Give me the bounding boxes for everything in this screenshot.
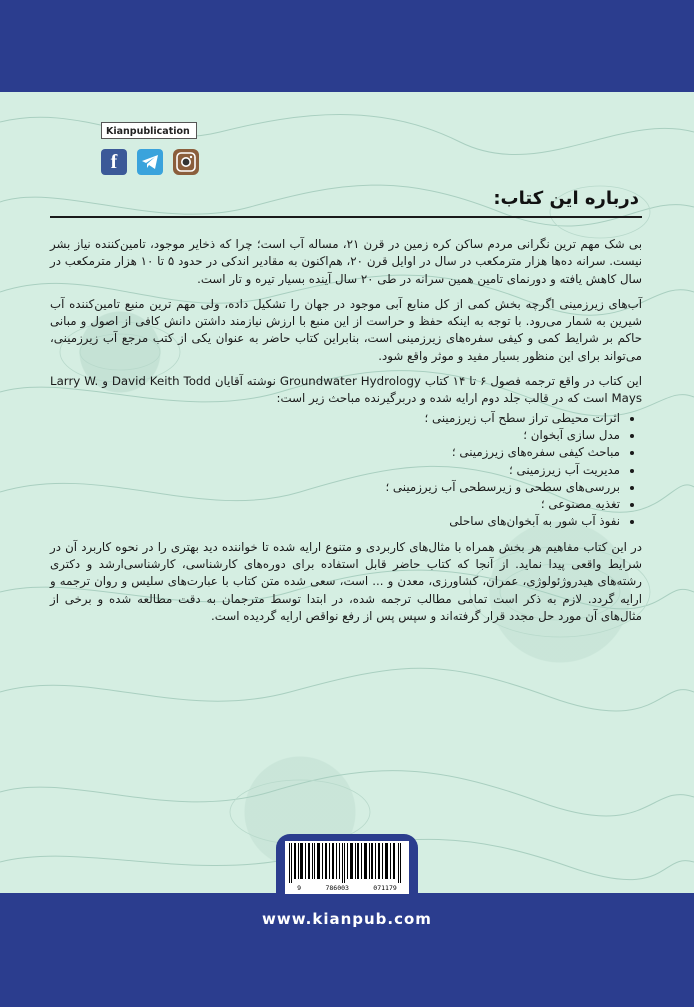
barcode-frame <box>276 834 418 894</box>
heading-divider <box>50 216 642 218</box>
section-heading: درباره این کتاب: <box>493 188 639 209</box>
topic-list <box>50 410 642 531</box>
facebook-icon[interactable]: f <box>101 149 127 175</box>
social-icons <box>101 149 199 175</box>
paragraph: بی شک مهم ترین نگرانی مردم ساکن کره زمین در قرن ۲۱، مساله آب است؛ چرا که ذخایر موجود، تامین‌کننده نیاز بشر نیست. سرانه ده‌ها هزار مترمکعب در سال در اوایل قرن ۲۰، هم‌اکنون به مقادیر اندکی در حدود ۵ تا ۱۰ هزار مترمکعب در سال کاهش یافته و دورنمای تامین همین سرانه در طی ۲۰ سال آینده بسیار تیره و تار است. <box>50 237 642 286</box>
barcode-digit-group: 9 <box>297 884 302 892</box>
telegram-icon[interactable] <box>137 149 163 175</box>
paragraph: این کتاب در واقع ترجمه فصول ۶ تا ۱۴ کتاب Groundwater Hydrology نوشته آقایان David Keith Todd و Larry W. Mays است که در قالب جلد دوم ارایه شده و دربرگیرنده مباحث زیر است: <box>50 374 642 406</box>
barcode-digits <box>285 884 409 892</box>
list-item: • مباحث کیفی سفره‌های زیرزمینی ؛ <box>50 444 620 461</box>
list-item: • اثرات محیطی تراز سطح آب زیرزمینی ؛ <box>50 410 620 427</box>
instagram-icon[interactable] <box>173 149 199 175</box>
barcode-digit-group: 786003 <box>325 884 349 892</box>
list-item: • نفوذ آب شور به آبخوان‌های ساحلی <box>50 513 620 530</box>
barcode-digit-group: 071179 <box>373 884 397 892</box>
barcode <box>285 841 409 894</box>
paragraph: آب‌های زیرزمینی اگرچه بخش کمی از کل منابع آبی موجود در جهان را تشکیل داده، ولی مهم ترین منبع تامین‌کننده آب شیرین به شمار می‌رود. با توجه به اینکه حفظ و حراست از این منبع با ارزش نیازمند داشتن دانش کافی از اصول و مبانی حاکم بر شرایط کمی و کیفی سفره‌های زیرزمینی است، بنابراین کتاب حاضر به عنوان یکی از کتب مرجع آب زیرزمینی، می‌تواند برای این منظور بسیار مفید و موثر واقع شود. <box>50 296 642 363</box>
list-item: • بررسی‌های سطحی و زیرسطحی آب زیرزمینی ؛ <box>50 479 620 496</box>
publisher-name-box: Kianpublication <box>101 122 197 139</box>
barcode-bars <box>285 841 409 883</box>
body-text <box>50 236 642 633</box>
paragraph: در این کتاب مفاهیم هر بخش همراه با مثال‌های کاربردی و متنوع ارایه شده تا خواننده دید بهتری را در نحوه کاربرد آن در شرایط واقعی پیدا نماید. از آنجا که کتاب حاضر قابل استفاده برای دوره‌های کارشناسی، کارشناسی‌ارشد و دکتری رشته‌های هیدروژئولوژی، عمران، کشاورزی، معدن و ... است، سعی شده متن کتاب با عبارت‌های سلیس و روان ترجمه و ارایه گردد. لازم به ذکر است تمامی مطالب ترجمه شده، در ابتدا توسط مترجمان به دقت مطالعه شده و برخی از مثال‌های آن مورد حل مجدد قرار گرفته‌اند و سپس پس از رفع نواقص ارایه گردیده است. <box>50 539 642 623</box>
list-item: • مدل سازی آبخوان ؛ <box>50 427 620 444</box>
website-link[interactable]: www.kianpub.com <box>262 910 432 928</box>
top-band <box>0 0 694 92</box>
list-item: • مدیریت آب زیرزمینی ؛ <box>50 462 620 479</box>
list-item: • تغذیه مصنوعی ؛ <box>50 496 620 513</box>
back-cover-body <box>0 92 694 893</box>
